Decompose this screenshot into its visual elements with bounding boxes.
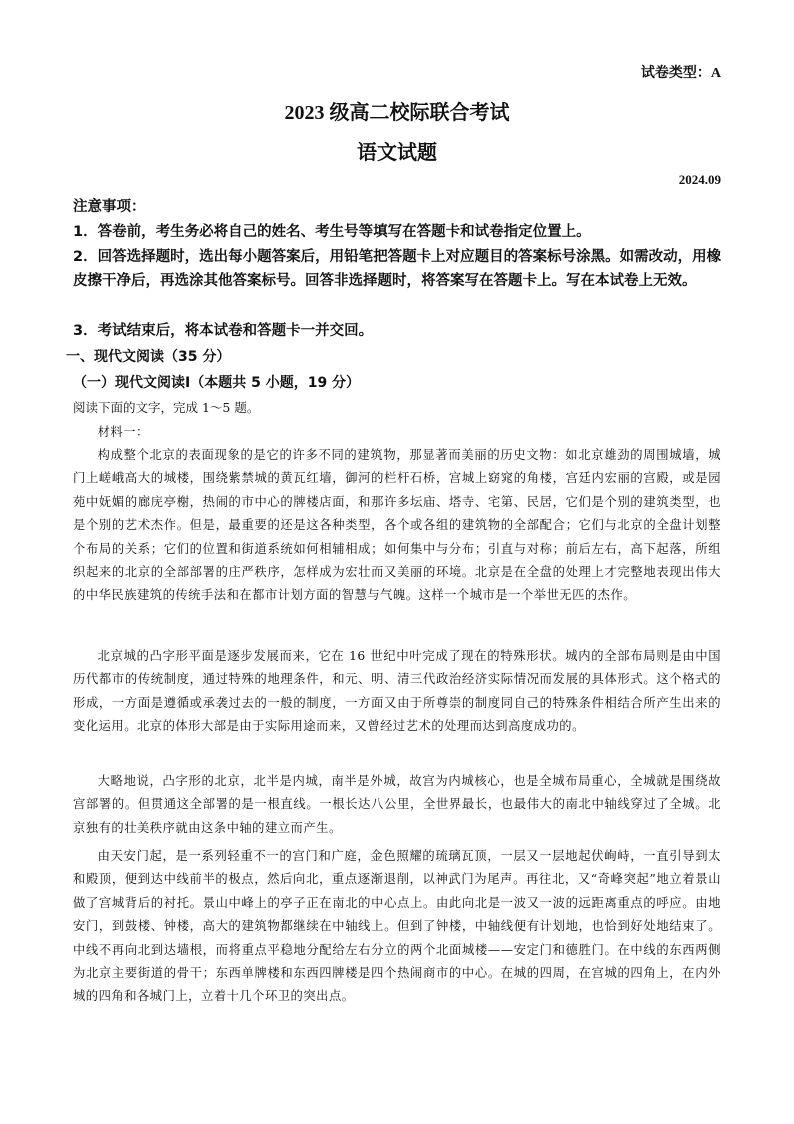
paragraph-1 — [73, 444, 721, 608]
paragraph-4 — [73, 845, 721, 1009]
section-heading-reading1: （一）现代文阅读Ⅰ（本题共 5 小题，19 分） — [73, 375, 361, 391]
paragraph-text: 北京城的凸字形平面是逐步发展而来，它在 16 世纪中叶完成了现在的特殊形状。城内的全部布局则是由中国历代都市的传统制度，通过特殊的地理条件，和元、明、清三代政治经济实际情况而发展的具体形式。这个格式的形成，一方面是遵循或承袭过去的一般的制度，一方面又由于所尊崇的制度同自己的特殊条件相结合所产生出来的变化运用。北京的体形大部是由于实际用途而来，又曾经过艺术的处理而达到高度成功的。 — [73, 649, 721, 734]
reading-instruction: 阅读下面的文字，完成 1～5 题。 — [73, 400, 260, 415]
exam-subtitle: 语文试题 — [357, 142, 437, 164]
paragraph-text: 构成整个北京的表面现象的是它的许多不同的建筑物，那显著而美丽的历史文物：如北京雄劲的周围城墙，城门上嵯峨高大的城楼，围绕紫禁城的黄瓦红墙，御河的栏杆石桥，宫城上窈窕的角楼，宫廷内宏丽的宫殿，或是园苑中妩媚的廊庑亭榭，热闹的市中心的牌楼店面，和那许多坛庙、塔寺、宅第、民居，它们是个别的建筑类型，也是个别的艺术杰作。但是，最重要的还是这各种类型，各个或各组的建筑物的全部配合；它们与北京的全盘计划整个布局的关系；它们的位置和街道系统如何相辅相成；如何集中与分布；引直与对称；前后左右，高下起落，所组织起来的北京的全部部署的庄严秩序，怎样成为宏壮而又美丽的环境。北京是在全盘的处理上才完整地表现出伟大的中华民族建筑的传统手法和在都市计划方面的智慧与气魄。这样一个城市是一个举世无匹的杰作。 — [73, 448, 721, 603]
paper-type-label: 试卷类型：A — [640, 66, 721, 81]
exam-title: 2023 级高二校际联合考试 — [284, 102, 510, 124]
notice-item-1: 1．答卷前，考生务必将自己的姓名、考生号等填写在答题卡和试卷指定位置上。 — [73, 224, 591, 240]
paragraph-text: 由天安门起，是一系列轻重不一的宫门和广庭，金色照耀的琉璃瓦顶，一层又一层地起伏峋峙，一直引导到太和殿顶，便到达中线前半的极点，然后向北，重点逐渐退削，以神武门为尾声。再往北，又“奇峰突起”地立着景山做了宫城背后的衬托。景山中峰上的亭子正在南北的中心点上。由此向北是一波又一波的远距离重点的呼应。由地安门，到鼓楼、钟楼，高大的建筑物都继续在中轴线上。但到了钟楼，中轴线便有计划地，也恰到好处地结束了。中线不再向北到达墙根，而将重点平稳地分配给左右分立的两个北面城楼——安定门和德胜门。在中线的东西两侧为北京主要街道的骨干；东西单牌楼和东西四牌楼是四个热闹商市的中心。在城的四周，在宫城的四角上，在内外城的四角和各城门上，立着十几个环卫的突出点。 — [73, 849, 721, 1004]
notice-item-3: 3．考试结束后，将本试卷和答题卡一并交回。 — [73, 323, 374, 339]
material-label-text: 材料一： — [97, 425, 149, 439]
notice-heading: 注意事项： — [73, 199, 146, 215]
paragraph-text: 大略地说，凸字形的北京，北半是内城，南半是外城，故宫为内城核心，也是全城布局重心，全城就是围绕故宫部署的。但贯通这全部署的是一根直线。一根长达八公里，全世界最长，也最伟大的南北中轴线穿过了全城。北京独有的壮美秩序就由这条中轴的建立而产生。 — [73, 774, 721, 835]
section-heading-part1: 一、现代文阅读（35 分） — [66, 349, 231, 365]
exam-date: 2024.09 — [678, 172, 721, 187]
material-label — [73, 421, 721, 444]
paragraph-2 — [73, 645, 721, 739]
paragraph-3 — [73, 770, 721, 840]
notice-item-2: 2．回答选择题时，选出每小题答案后，用铅笔把答题卡上对应题目的答案标号涂黑。如需改动，用橡皮擦干净后，再选涂其他答案标号。回答非选择题时，将答案写在答题卡上。写在本试卷上无效。 — [73, 249, 722, 289]
